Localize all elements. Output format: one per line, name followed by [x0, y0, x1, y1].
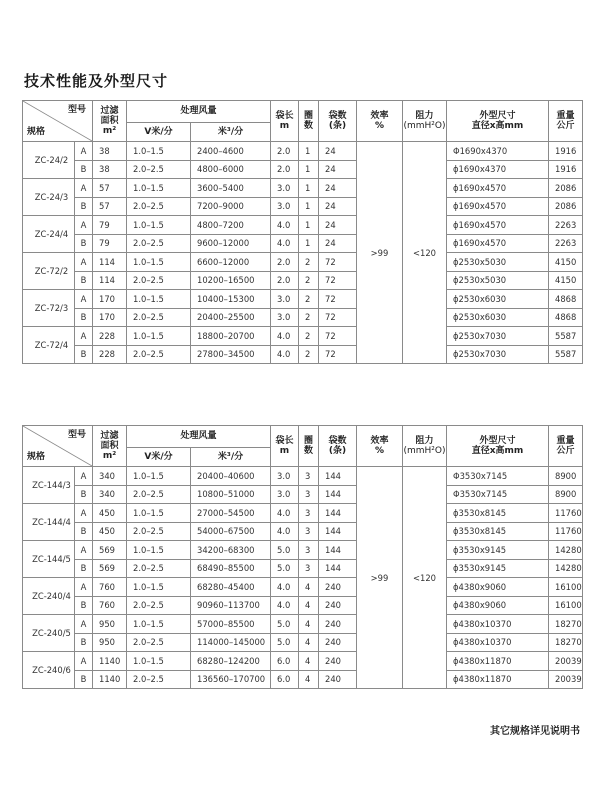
filter-area-cell: 760 [93, 596, 127, 615]
volume-cell: 68280–45400 [191, 578, 271, 597]
weight-cell: 2263 [549, 234, 583, 253]
bag-count-cell: 144 [319, 541, 357, 560]
volume-cell: 34200–68300 [191, 541, 271, 560]
volume-cell: 20400–40600 [191, 467, 271, 486]
rings-header: 圈数 [299, 426, 319, 467]
volume-cell: 9600–12000 [191, 234, 271, 253]
model-cell: ZC-240/4 [23, 578, 75, 615]
speed-cell: 2.0–2.5 [127, 271, 191, 290]
bag-length-cell: 5.0 [271, 615, 299, 634]
type-cell: B [75, 308, 93, 327]
spec-table-2 [22, 425, 583, 689]
header-row-1 [23, 426, 583, 448]
table-row [23, 596, 583, 615]
volume-cell: 3600–5400 [191, 179, 271, 198]
rings-cell: 2 [299, 253, 319, 272]
table-row [23, 234, 583, 253]
rings-cell: 1 [299, 216, 319, 235]
weight-cell: 18270 [549, 633, 583, 652]
type-cell: A [75, 467, 93, 486]
efficiency-cell: >99 [357, 142, 403, 364]
weight-cell: 4150 [549, 253, 583, 272]
speed-cell: 1.0–1.5 [127, 216, 191, 235]
type-cell: B [75, 160, 93, 179]
weight-cell: 11760 [549, 504, 583, 523]
table-row [23, 467, 583, 486]
filter-area-cell: 79 [93, 234, 127, 253]
bag-count-cell: 24 [319, 142, 357, 161]
bag-count-cell: 240 [319, 596, 357, 615]
weight-cell: 4150 [549, 271, 583, 290]
bag-length-cell: 3.0 [271, 179, 299, 198]
dimensions-cell: ϕ4380x9060 [447, 596, 549, 615]
dimensions-cell: ϕ1690x4570 [447, 197, 549, 216]
volume-header: 米³/分 [191, 447, 271, 466]
volume-cell: 68490–85500 [191, 559, 271, 578]
rings-cell: 4 [299, 670, 319, 689]
speed-cell: 1.0–1.5 [127, 578, 191, 597]
bag-length-cell: 3.0 [271, 485, 299, 504]
model-cell: ZC-144/4 [23, 504, 75, 541]
volume-cell: 6600–12000 [191, 253, 271, 272]
weight-cell: 8900 [549, 467, 583, 486]
speed-cell: 2.0–2.5 [127, 522, 191, 541]
model-spec-header [23, 426, 93, 467]
bag-count-cell: 144 [319, 467, 357, 486]
table-row [23, 504, 583, 523]
speed-cell: 2.0–2.5 [127, 234, 191, 253]
speed-cell: 1.0–1.5 [127, 327, 191, 346]
dimensions-cell: ϕ2530x6030 [447, 308, 549, 327]
rings-cell: 1 [299, 142, 319, 161]
speed-header: V米/分 [127, 447, 191, 466]
rings-cell: 3 [299, 541, 319, 560]
speed-cell: 1.0–1.5 [127, 541, 191, 560]
volume-cell: 10200–16500 [191, 271, 271, 290]
volume-cell: 90960–113700 [191, 596, 271, 615]
speed-cell: 2.0–2.5 [127, 596, 191, 615]
dimensions-cell: ϕ4380x11870 [447, 652, 549, 671]
weight-cell: 2086 [549, 179, 583, 198]
filter-area-cell: 228 [93, 327, 127, 346]
dimensions-cell: ϕ1690x4570 [447, 234, 549, 253]
dimensions-cell: Φ3530x7145 [447, 485, 549, 504]
model-cell: ZC-144/3 [23, 467, 75, 504]
speed-cell: 1.0–1.5 [127, 253, 191, 272]
bag-count-cell: 72 [319, 290, 357, 309]
rings-cell: 2 [299, 271, 319, 290]
bag-length-cell: 5.0 [271, 559, 299, 578]
dimensions-cell: ϕ4380x9060 [447, 578, 549, 597]
model-cell: ZC-72/4 [23, 327, 75, 364]
type-cell: A [75, 615, 93, 634]
model-cell: ZC-72/3 [23, 290, 75, 327]
type-cell: A [75, 578, 93, 597]
volume-cell: 4800–6000 [191, 160, 271, 179]
model-cell: ZC-24/4 [23, 216, 75, 253]
volume-cell: 20400–25500 [191, 308, 271, 327]
weight-cell: 5587 [549, 345, 583, 364]
speed-cell: 1.0–1.5 [127, 615, 191, 634]
bag-count-cell: 72 [319, 345, 357, 364]
rings-cell: 4 [299, 652, 319, 671]
speed-cell: 1.0–1.5 [127, 179, 191, 198]
filter-area-cell: 569 [93, 541, 127, 560]
footnote: 其它规格详见说明书 [490, 726, 580, 737]
bag-count-cell: 144 [319, 559, 357, 578]
dimensions-cell: ϕ3530x9145 [447, 541, 549, 560]
resistance-cell: <120 [403, 467, 447, 689]
type-cell: A [75, 216, 93, 235]
rings-cell: 4 [299, 578, 319, 597]
bag-count-cell: 24 [319, 160, 357, 179]
weight-cell: 4868 [549, 290, 583, 309]
bag-length-cell: 4.0 [271, 234, 299, 253]
filter-area-cell: 114 [93, 253, 127, 272]
filter-area-cell: 228 [93, 345, 127, 364]
rings-cell: 3 [299, 522, 319, 541]
type-cell: A [75, 253, 93, 272]
table-body [23, 142, 583, 364]
speed-cell: 1.0–1.5 [127, 504, 191, 523]
filter-area-cell: 450 [93, 504, 127, 523]
rings-cell: 2 [299, 290, 319, 309]
table-row [23, 633, 583, 652]
airflow-header: 处理风量 [127, 426, 271, 448]
table-row [23, 345, 583, 364]
volume-cell: 2400–4600 [191, 142, 271, 161]
dimensions-cell: ϕ4380x11870 [447, 670, 549, 689]
dimensions-cell: ϕ3530x8145 [447, 522, 549, 541]
bag-length-cell: 3.0 [271, 290, 299, 309]
weight-cell: 18270 [549, 615, 583, 634]
model-cell: ZC-240/6 [23, 652, 75, 689]
bag-count-cell: 240 [319, 652, 357, 671]
volume-cell: 18800–20700 [191, 327, 271, 346]
resistance-header: 阻力 (mmH²O) [403, 101, 447, 142]
volume-cell: 10800–51000 [191, 485, 271, 504]
filter-area-cell: 79 [93, 216, 127, 235]
bag-length-cell: 5.0 [271, 633, 299, 652]
filter-area-cell: 950 [93, 615, 127, 634]
type-cell: B [75, 670, 93, 689]
rings-cell: 4 [299, 596, 319, 615]
filter-area-cell: 38 [93, 142, 127, 161]
dimensions-cell: ϕ1690x4570 [447, 179, 549, 198]
speed-cell: 1.0–1.5 [127, 467, 191, 486]
bag-length-cell: 6.0 [271, 670, 299, 689]
weight-header: 重量 公斤 [549, 101, 583, 142]
filter-area-cell: 450 [93, 522, 127, 541]
type-cell: A [75, 327, 93, 346]
type-cell: B [75, 197, 93, 216]
type-cell: A [75, 142, 93, 161]
rings-header: 圈数 [299, 101, 319, 142]
type-cell: B [75, 485, 93, 504]
dimensions-cell: ϕ2530x7030 [447, 345, 549, 364]
page-title: 技术性能及外型尺寸 [24, 72, 169, 90]
bag-count-cell: 72 [319, 327, 357, 346]
bag-count-cell: 72 [319, 271, 357, 290]
type-cell: A [75, 504, 93, 523]
type-cell: B [75, 522, 93, 541]
bag-count-cell: 24 [319, 197, 357, 216]
speed-cell: 2.0–2.5 [127, 559, 191, 578]
volume-cell: 27800–34500 [191, 345, 271, 364]
type-cell: B [75, 596, 93, 615]
volume-cell: 27000–54500 [191, 504, 271, 523]
type-cell: B [75, 234, 93, 253]
rings-cell: 2 [299, 308, 319, 327]
speed-cell: 2.0–2.5 [127, 670, 191, 689]
bag-length-cell: 4.0 [271, 216, 299, 235]
model-cell: ZC-240/5 [23, 615, 75, 652]
type-cell: B [75, 633, 93, 652]
table-body [23, 467, 583, 689]
spec-label: 规格 [27, 127, 46, 137]
bag-length-cell: 4.0 [271, 596, 299, 615]
dimensions-cell: ϕ3530x9145 [447, 559, 549, 578]
header-row-1 [23, 101, 583, 123]
bag-length-cell: 4.0 [271, 504, 299, 523]
dimensions-cell: ϕ2530x5030 [447, 253, 549, 272]
bag-length-cell: 2.0 [271, 271, 299, 290]
dimensions-header: 外型尺寸 直径x高mm [447, 101, 549, 142]
filter-area-header: 过滤面积 m² [93, 426, 127, 467]
weight-cell: 16100 [549, 578, 583, 597]
type-cell: A [75, 179, 93, 198]
speed-cell: 2.0–2.5 [127, 345, 191, 364]
rings-cell: 3 [299, 485, 319, 504]
dimensions-cell: ϕ2530x6030 [447, 290, 549, 309]
bag-length-cell: 4.0 [271, 345, 299, 364]
speed-cell: 2.0–2.5 [127, 485, 191, 504]
bag-length-cell: 5.0 [271, 541, 299, 560]
bag-length-cell: 4.0 [271, 522, 299, 541]
type-cell: A [75, 290, 93, 309]
bag-count-cell: 240 [319, 578, 357, 597]
table-row [23, 522, 583, 541]
weight-cell: 20039 [549, 670, 583, 689]
type-cell: B [75, 345, 93, 364]
table-row [23, 559, 583, 578]
rings-cell: 4 [299, 615, 319, 634]
resistance-header: 阻力 (mmH²O) [403, 426, 447, 467]
filter-area-cell: 114 [93, 271, 127, 290]
volume-cell: 54000–67500 [191, 522, 271, 541]
dimensions-cell: Φ3530x7145 [447, 467, 549, 486]
table-row [23, 179, 583, 198]
spec-label: 规格 [27, 452, 46, 462]
rings-cell: 2 [299, 345, 319, 364]
bag-length-cell: 2.0 [271, 142, 299, 161]
weight-cell: 8900 [549, 485, 583, 504]
rings-cell: 3 [299, 559, 319, 578]
table-row [23, 271, 583, 290]
bag-count-cell: 240 [319, 670, 357, 689]
rings-cell: 1 [299, 179, 319, 198]
rings-cell: 4 [299, 633, 319, 652]
weight-cell: 16100 [549, 596, 583, 615]
table-row [23, 578, 583, 597]
table-row [23, 652, 583, 671]
filter-area-header: 过滤面积 m² [93, 101, 127, 142]
rings-cell: 1 [299, 160, 319, 179]
speed-cell: 1.0–1.5 [127, 142, 191, 161]
bag-count-cell: 24 [319, 234, 357, 253]
weight-cell: 1916 [549, 160, 583, 179]
bag-length-cell: 4.0 [271, 578, 299, 597]
volume-cell: 114000–145000 [191, 633, 271, 652]
airflow-header: 处理风量 [127, 101, 271, 123]
bag-count-cell: 144 [319, 504, 357, 523]
rings-cell: 1 [299, 197, 319, 216]
volume-header: 米³/分 [191, 122, 271, 141]
bag-count-header: 袋数 (条) [319, 426, 357, 467]
dimensions-header: 外型尺寸 直径x高mm [447, 426, 549, 467]
weight-cell: 4868 [549, 308, 583, 327]
dimensions-cell: ϕ3530x8145 [447, 504, 549, 523]
model-spec-header [23, 101, 93, 142]
table-row [23, 142, 583, 161]
bag-count-cell: 240 [319, 615, 357, 634]
model-label: 型号 [67, 430, 86, 440]
weight-cell: 14280 [549, 541, 583, 560]
bag-length-cell: 2.0 [271, 253, 299, 272]
table-row [23, 541, 583, 560]
efficiency-header: 效率 % [357, 101, 403, 142]
filter-area-cell: 760 [93, 578, 127, 597]
volume-cell: 57000–85500 [191, 615, 271, 634]
model-label: 型号 [67, 105, 86, 115]
model-cell: ZC-24/3 [23, 179, 75, 216]
weight-cell: 2263 [549, 216, 583, 235]
table-row [23, 327, 583, 346]
type-cell: A [75, 541, 93, 560]
volume-cell: 68280–124200 [191, 652, 271, 671]
weight-cell: 5587 [549, 327, 583, 346]
weight-header: 重量 公斤 [549, 426, 583, 467]
bag-length-cell: 6.0 [271, 652, 299, 671]
dimensions-cell: ϕ2530x7030 [447, 327, 549, 346]
volume-cell: 136560–170700 [191, 670, 271, 689]
volume-cell: 10400–15300 [191, 290, 271, 309]
filter-area-cell: 340 [93, 485, 127, 504]
volume-cell: 7200–9000 [191, 197, 271, 216]
bag-length-cell: 2.0 [271, 160, 299, 179]
model-cell: ZC-24/2 [23, 142, 75, 179]
filter-area-cell: 170 [93, 308, 127, 327]
speed-cell: 2.0–2.5 [127, 308, 191, 327]
weight-cell: 2086 [549, 197, 583, 216]
filter-area-cell: 569 [93, 559, 127, 578]
dimensions-cell: ϕ2530x5030 [447, 271, 549, 290]
bag-count-cell: 72 [319, 308, 357, 327]
weight-cell: 14280 [549, 559, 583, 578]
bag-count-cell: 144 [319, 522, 357, 541]
filter-area-cell: 950 [93, 633, 127, 652]
bag-length-cell: 3.0 [271, 308, 299, 327]
resistance-cell: <120 [403, 142, 447, 364]
bag-count-header: 袋数 (条) [319, 101, 357, 142]
filter-area-cell: 1140 [93, 652, 127, 671]
efficiency-cell: >99 [357, 467, 403, 689]
model-cell: ZC-144/5 [23, 541, 75, 578]
model-cell: ZC-72/2 [23, 253, 75, 290]
filter-area-cell: 170 [93, 290, 127, 309]
speed-cell: 2.0–2.5 [127, 160, 191, 179]
dimensions-cell: ϕ1690x4570 [447, 216, 549, 235]
filter-area-cell: 38 [93, 160, 127, 179]
speed-header: V米/分 [127, 122, 191, 141]
speed-cell: 2.0–2.5 [127, 633, 191, 652]
filter-area-cell: 340 [93, 467, 127, 486]
table-row [23, 290, 583, 309]
bag-length-header: 袋长 m [271, 426, 299, 467]
table-row [23, 160, 583, 179]
speed-cell: 1.0–1.5 [127, 652, 191, 671]
spec-table-1 [22, 100, 583, 364]
bag-count-cell: 72 [319, 253, 357, 272]
table-row [23, 216, 583, 235]
volume-cell: 4800–7200 [191, 216, 271, 235]
table-row [23, 670, 583, 689]
bag-length-cell: 3.0 [271, 197, 299, 216]
type-cell: B [75, 559, 93, 578]
filter-area-cell: 1140 [93, 670, 127, 689]
dimensions-cell: ϕ4380x10370 [447, 615, 549, 634]
bag-count-cell: 24 [319, 179, 357, 198]
weight-cell: 1916 [549, 142, 583, 161]
speed-cell: 2.0–2.5 [127, 197, 191, 216]
rings-cell: 2 [299, 327, 319, 346]
rings-cell: 3 [299, 504, 319, 523]
table-row [23, 615, 583, 634]
filter-area-cell: 57 [93, 179, 127, 198]
table-row [23, 308, 583, 327]
table-row [23, 253, 583, 272]
weight-cell: 11760 [549, 522, 583, 541]
efficiency-header: 效率 % [357, 426, 403, 467]
filter-area-cell: 57 [93, 197, 127, 216]
bag-length-header: 袋长 m [271, 101, 299, 142]
table-row [23, 485, 583, 504]
speed-cell: 1.0–1.5 [127, 290, 191, 309]
type-cell: B [75, 271, 93, 290]
bag-length-cell: 3.0 [271, 467, 299, 486]
table-row [23, 197, 583, 216]
bag-length-cell: 4.0 [271, 327, 299, 346]
rings-cell: 1 [299, 234, 319, 253]
type-cell: A [75, 652, 93, 671]
bag-count-cell: 240 [319, 633, 357, 652]
dimensions-cell: ϕ1690x4370 [447, 160, 549, 179]
bag-count-cell: 144 [319, 485, 357, 504]
dimensions-cell: ϕ4380x10370 [447, 633, 549, 652]
weight-cell: 20039 [549, 652, 583, 671]
dimensions-cell: Φ1690x4370 [447, 142, 549, 161]
bag-count-cell: 24 [319, 216, 357, 235]
rings-cell: 3 [299, 467, 319, 486]
